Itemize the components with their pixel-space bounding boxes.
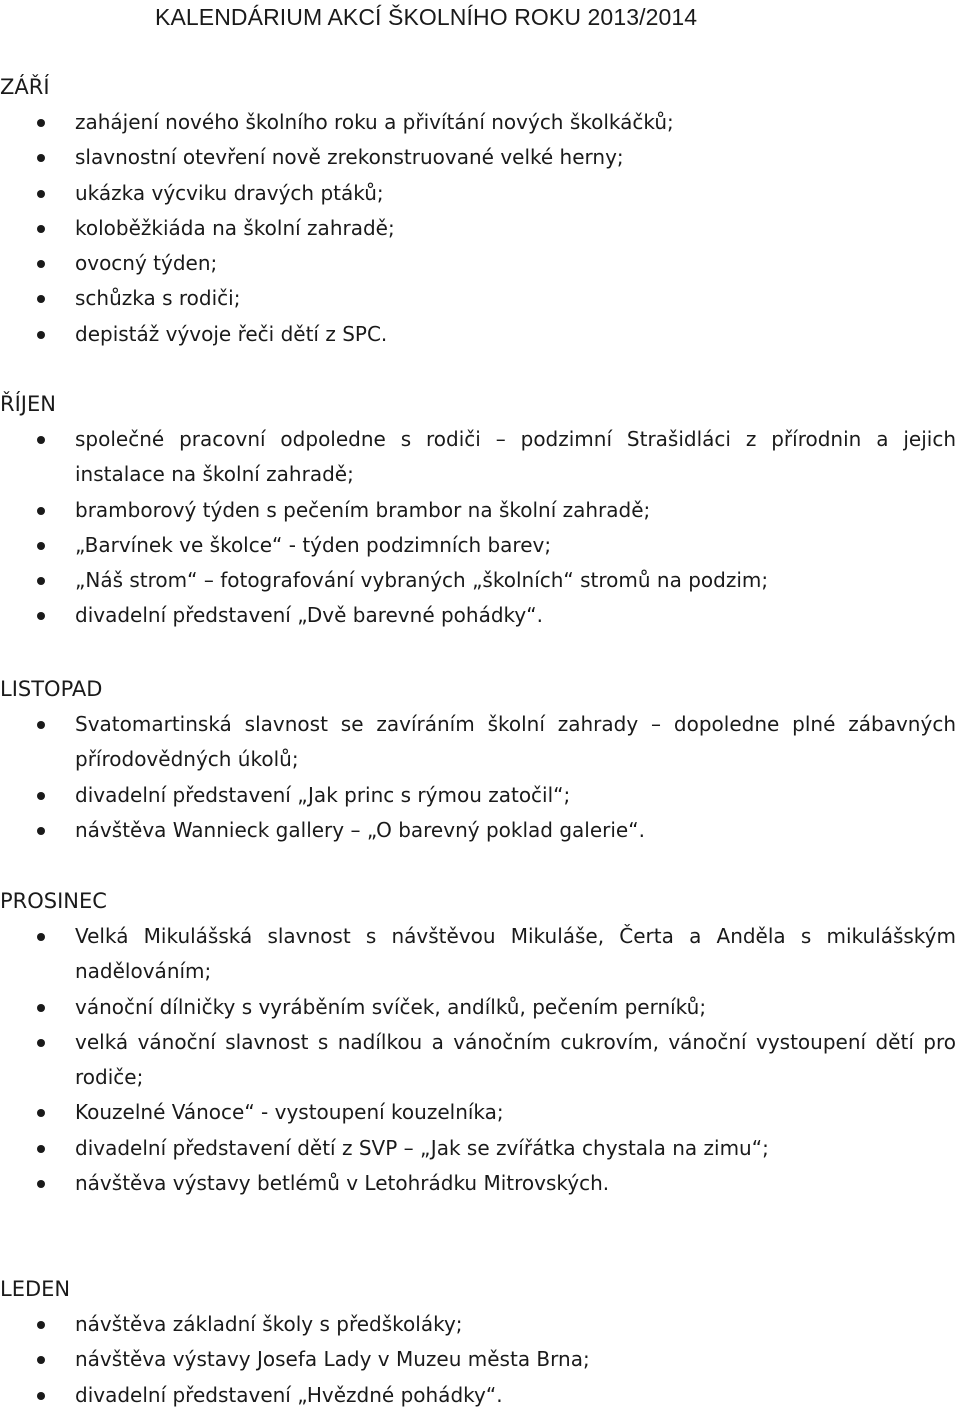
bullet-icon bbox=[37, 190, 45, 198]
list-item-text: velká vánoční slavnost s nadílkou a vánočním cukrovím, vánoční vystoupení dětí pro rodiče; bbox=[75, 1029, 956, 1090]
list-item bbox=[0, 813, 960, 848]
bullet-icon bbox=[37, 1180, 45, 1188]
list-item-text: ovocný týden; bbox=[75, 251, 218, 276]
bullet-icon bbox=[37, 827, 45, 835]
bullet-icon bbox=[37, 1004, 45, 1012]
section-leden bbox=[0, 1271, 960, 1413]
bullet-icon bbox=[37, 792, 45, 800]
list-item bbox=[0, 598, 960, 633]
list-item bbox=[0, 1095, 960, 1130]
section-rijen bbox=[0, 386, 960, 634]
bullet-icon bbox=[37, 295, 45, 303]
list-item-text: ukázka výcviku dravých ptáků; bbox=[75, 180, 384, 205]
list-item bbox=[0, 317, 960, 352]
bullet-icon bbox=[37, 260, 45, 268]
list-item bbox=[0, 1342, 960, 1377]
bullet-icon bbox=[37, 542, 45, 550]
event-list bbox=[0, 422, 960, 634]
list-item bbox=[0, 1025, 960, 1096]
list-item-text: Svatomartinská slavnost se zavíráním školní zahrady – dopoledne plné zábavných přírodovědných úkolů; bbox=[75, 712, 956, 772]
list-item bbox=[0, 1131, 960, 1166]
event-list bbox=[0, 1307, 960, 1413]
bullet-icon bbox=[37, 577, 45, 585]
list-item-text: divadelní představení dětí z SVP – „Jak se zvířátka chystala na zimu“; bbox=[75, 1135, 769, 1160]
list-item-text: „Náš strom“ – fotografování vybraných „školních“ stromů na podzim; bbox=[75, 568, 769, 593]
list-item-text: depistáž vývoje řeči dětí z SPC. bbox=[75, 321, 388, 346]
section-zari bbox=[0, 69, 960, 352]
event-list bbox=[0, 105, 960, 352]
month-heading: ZÁŘÍ bbox=[0, 75, 50, 99]
bullet-icon bbox=[37, 154, 45, 162]
list-item bbox=[0, 707, 960, 778]
month-heading: ŘÍJEN bbox=[0, 392, 56, 416]
bullet-icon bbox=[37, 225, 45, 233]
month-heading: LEDEN bbox=[0, 1277, 71, 1301]
bullet-icon bbox=[37, 933, 45, 941]
document-title: KALENDÁRIUM AKCÍ ŠKOLNÍHO ROKU 2013/2014 bbox=[155, 4, 698, 30]
event-list bbox=[0, 707, 960, 848]
section-listopad bbox=[0, 671, 960, 848]
bullet-icon bbox=[37, 1392, 45, 1400]
list-item-text: Velká Mikulášská slavnost s návštěvou Mikuláše, Čerta a Anděla s mikulášským nadělováním; bbox=[75, 924, 956, 984]
list-item bbox=[0, 281, 960, 316]
list-item bbox=[0, 105, 960, 140]
list-item-text: návštěva výstavy betlémů v Letohrádku Mitrovských. bbox=[75, 1171, 610, 1196]
list-item-text: schůzka s rodiči; bbox=[75, 286, 241, 311]
list-item bbox=[0, 528, 960, 563]
list-item bbox=[0, 140, 960, 175]
list-item bbox=[0, 1378, 960, 1413]
section-prosinec bbox=[0, 883, 960, 1201]
bullet-icon bbox=[37, 612, 45, 620]
bullet-icon bbox=[37, 1109, 45, 1117]
list-item bbox=[0, 919, 960, 990]
list-item bbox=[0, 778, 960, 813]
bullet-icon bbox=[37, 1321, 45, 1329]
list-item bbox=[0, 211, 960, 246]
list-item-text: vánoční dílničky s vyráběním svíček, andílků, pečením perníků; bbox=[75, 994, 707, 1019]
bullet-icon bbox=[37, 1145, 45, 1153]
list-item-text: návštěva výstavy Josefa Lady v Muzeu města Brna; bbox=[75, 1347, 590, 1372]
list-item bbox=[0, 422, 960, 493]
list-item bbox=[0, 493, 960, 528]
list-item-text: bramborový týden s pečením brambor na školní zahradě; bbox=[75, 497, 651, 522]
list-item-text: „Barvínek ve školce“ - týden podzimních barev; bbox=[75, 532, 552, 557]
list-item bbox=[0, 176, 960, 211]
list-item-text: Kouzelné Vánoce“ - vystoupení kouzelníka; bbox=[75, 1100, 504, 1125]
bullet-icon bbox=[37, 507, 45, 515]
bullet-icon bbox=[37, 1039, 45, 1047]
list-item-text: divadelní představení „Jak princ s rýmou zatočil“; bbox=[75, 782, 571, 807]
list-item-text: divadelní představení „Dvě barevné pohádky“. bbox=[75, 603, 543, 628]
list-item-text: návštěva Wannieck gallery – „O barevný poklad galerie“. bbox=[75, 817, 645, 842]
bullet-icon bbox=[37, 1356, 45, 1364]
list-item bbox=[0, 1166, 960, 1201]
bullet-icon bbox=[37, 119, 45, 127]
list-item-text: společné pracovní odpoledne s rodiči – podzimní Strašidláci z přírodnin a jejich instalace na školní zahradě; bbox=[75, 427, 956, 487]
list-item-text: slavnostní otevření nově zrekonstruované velké herny; bbox=[75, 145, 624, 170]
list-item-text: divadelní představení „Hvězdné pohádky“. bbox=[75, 1382, 503, 1407]
bullet-icon bbox=[37, 331, 45, 339]
event-list bbox=[0, 919, 960, 1201]
list-item bbox=[0, 246, 960, 281]
list-item-text: koloběžkiáda na školní zahradě; bbox=[75, 215, 395, 240]
month-heading: PROSINEC bbox=[0, 889, 107, 913]
bullet-icon bbox=[37, 436, 45, 444]
list-item bbox=[0, 990, 960, 1025]
list-item bbox=[0, 1307, 960, 1342]
month-heading: LISTOPAD bbox=[0, 677, 103, 701]
list-item-text: návštěva základní školy s předškoláky; bbox=[75, 1312, 463, 1336]
bullet-icon bbox=[37, 721, 45, 729]
list-item-text: zahájení nového školního roku a přivítání nových školkáčků; bbox=[75, 110, 674, 134]
list-item bbox=[0, 563, 960, 598]
